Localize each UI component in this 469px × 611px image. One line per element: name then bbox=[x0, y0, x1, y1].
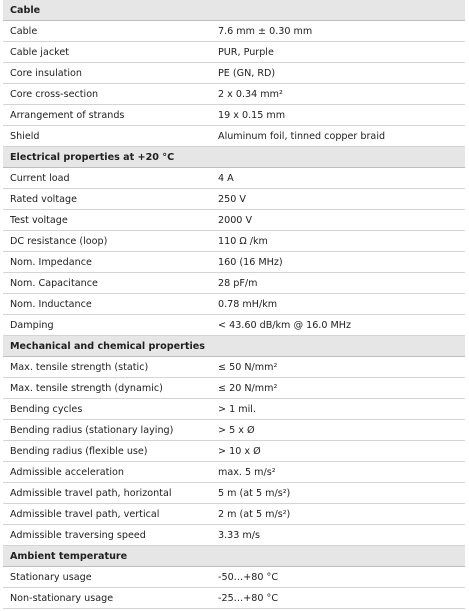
spec-row bbox=[3, 168, 465, 189]
spec-value: > 1 mil. bbox=[218, 403, 256, 415]
spec-label: Stationary usage bbox=[10, 571, 92, 583]
spec-row bbox=[3, 105, 465, 126]
spec-value: 250 V bbox=[218, 193, 246, 205]
spec-row bbox=[3, 84, 465, 105]
spec-label: Arrangement of strands bbox=[10, 109, 125, 121]
spec-label: Admissible travel path, vertical bbox=[10, 508, 160, 520]
section-header: Mechanical and chemical properties bbox=[3, 336, 465, 357]
spec-label: DC resistance (loop) bbox=[10, 235, 108, 247]
spec-row bbox=[3, 441, 465, 462]
spec-value: -50…+80 °C bbox=[218, 571, 279, 583]
spec-label: Cable bbox=[10, 25, 38, 37]
spec-label: Rated voltage bbox=[10, 193, 77, 205]
spec-row bbox=[3, 294, 465, 315]
spec-label: Cable jacket bbox=[10, 46, 69, 58]
spec-label: Bending cycles bbox=[10, 403, 83, 415]
spec-row bbox=[3, 210, 465, 231]
spec-row bbox=[3, 378, 465, 399]
spec-value: max. 5 m/s² bbox=[218, 466, 276, 478]
spec-row bbox=[3, 273, 465, 294]
spec-row bbox=[3, 231, 465, 252]
spec-label: Max. tensile strength (static) bbox=[10, 361, 149, 373]
spec-label: Current load bbox=[10, 172, 70, 184]
spec-value: 2 m (at 5 m/s²) bbox=[218, 508, 291, 520]
spec-value: 28 pF/m bbox=[218, 277, 258, 289]
spec-label: Damping bbox=[10, 319, 54, 331]
spec-value: PUR, Purple bbox=[218, 46, 274, 58]
spec-label: Non-stationary usage bbox=[10, 592, 114, 604]
spec-row bbox=[3, 357, 465, 378]
spec-label: Core insulation bbox=[10, 67, 82, 79]
spec-value: -25…+80 °C bbox=[218, 592, 279, 604]
spec-label: Nom. Impedance bbox=[10, 256, 92, 268]
spec-value: < 43.60 dB/km @ 16.0 MHz bbox=[218, 319, 352, 331]
spec-value: 160 (16 MHz) bbox=[218, 256, 283, 268]
spec-label: Admissible travel path, horizontal bbox=[10, 487, 172, 499]
spec-label: Bending radius (flexible use) bbox=[10, 445, 148, 457]
spec-label: Test voltage bbox=[10, 214, 68, 226]
section-header: Ambient temperature bbox=[3, 546, 465, 567]
spec-label: Core cross-section bbox=[10, 88, 99, 100]
spec-label: Nom. Capacitance bbox=[10, 277, 98, 289]
spec-value: > 5 x Ø bbox=[218, 424, 255, 436]
spec-label: Max. tensile strength (dynamic) bbox=[10, 382, 163, 394]
spec-value: 19 x 0.15 mm bbox=[218, 109, 286, 121]
spec-value: 7.6 mm ± 0.30 mm bbox=[218, 25, 313, 37]
spec-value: 2000 V bbox=[218, 214, 253, 226]
spec-label: Admissible traversing speed bbox=[10, 529, 146, 541]
spec-row bbox=[3, 126, 465, 147]
spec-row bbox=[3, 252, 465, 273]
spec-row bbox=[3, 462, 465, 483]
spec-value: > 10 x Ø bbox=[218, 445, 261, 457]
spec-row bbox=[3, 42, 465, 63]
spec-value: 5 m (at 5 m/s²) bbox=[218, 487, 291, 499]
spec-value: PE (GN, RD) bbox=[218, 67, 276, 79]
spec-row bbox=[3, 315, 465, 336]
spec-row bbox=[3, 483, 465, 504]
spec-value: 4 A bbox=[218, 172, 234, 184]
spec-value: 0.78 mH/km bbox=[218, 298, 278, 310]
spec-label: Shield bbox=[10, 130, 40, 142]
spec-row bbox=[3, 63, 465, 84]
spec-label: Nom. Inductance bbox=[10, 298, 92, 310]
spec-row bbox=[3, 420, 465, 441]
spec-row bbox=[3, 504, 465, 525]
spec-value: Aluminum foil, tinned copper braid bbox=[218, 130, 386, 142]
spec-row bbox=[3, 21, 465, 42]
spec-value: ≤ 50 N/mm² bbox=[218, 361, 278, 373]
spec-label: Admissible acceleration bbox=[10, 466, 124, 478]
section-header: Electrical properties at +20 °C bbox=[3, 147, 465, 168]
spec-table bbox=[3, 0, 465, 609]
spec-row bbox=[3, 399, 465, 420]
spec-value: 110 Ω /km bbox=[218, 235, 268, 247]
spec-label: Bending radius (stationary laying) bbox=[10, 424, 174, 436]
spec-value: ≤ 20 N/mm² bbox=[218, 382, 278, 394]
spec-value: 3.33 m/s bbox=[218, 529, 260, 541]
spec-value: 2 x 0.34 mm² bbox=[218, 88, 283, 100]
spec-row bbox=[3, 588, 465, 609]
spec-row bbox=[3, 567, 465, 588]
spec-row bbox=[3, 189, 465, 210]
section-header: Cable bbox=[3, 0, 465, 21]
spec-row bbox=[3, 525, 465, 546]
